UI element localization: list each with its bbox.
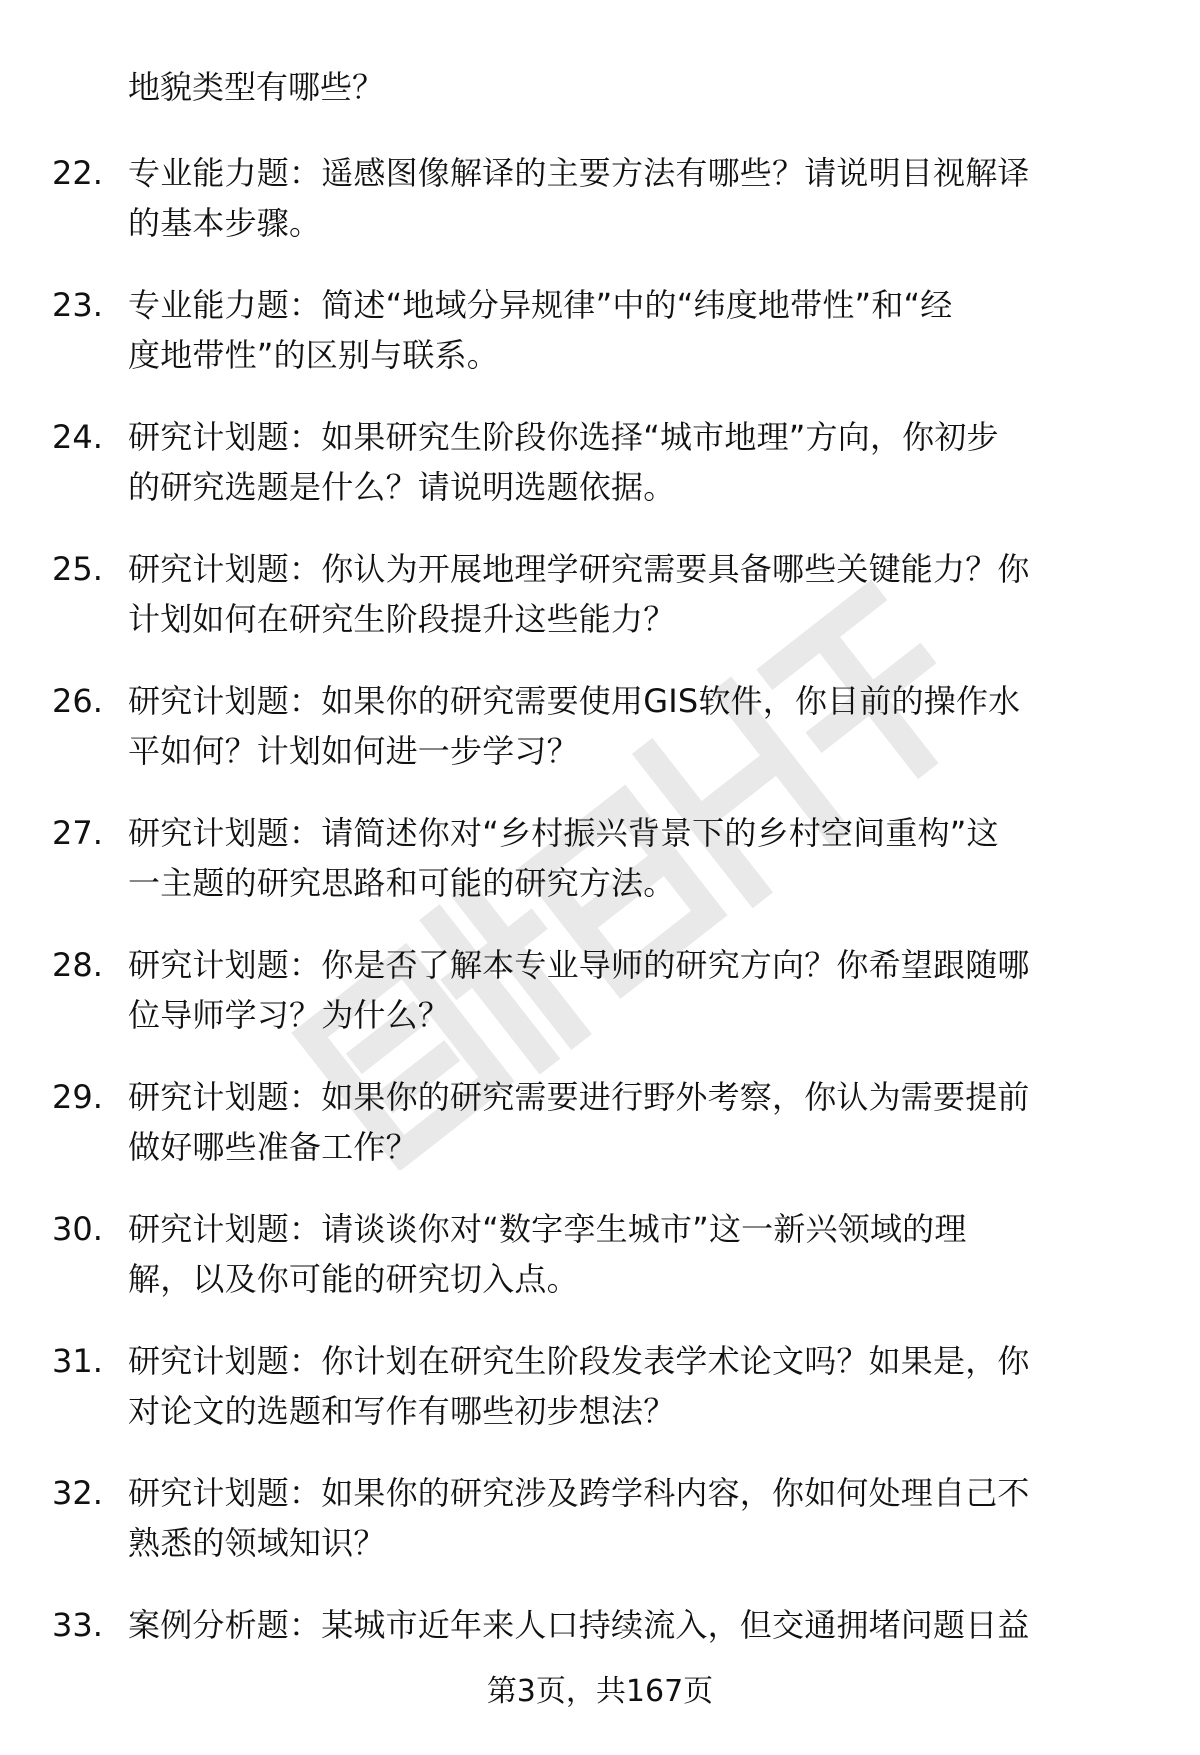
question-text-line: 做好哪些准备工作？	[128, 1128, 418, 1166]
question-text-line: 案例分析题：某城市近年来人口持续流入，但交通拥堵问题日益	[128, 1606, 1030, 1644]
question-text-line: 度地带性”的区别与联系。	[128, 336, 499, 374]
question-text	[128, 1468, 1138, 1568]
question-number: 29.	[52, 1078, 103, 1116]
question-number: 31.	[52, 1342, 103, 1380]
question-text-line: 一主题的研究思路和可能的研究方法。	[128, 864, 676, 902]
question-text	[128, 412, 1138, 512]
question-item	[0, 1468, 1200, 1600]
question-text-line: 研究计划题：你是否了解本专业导师的研究方向？你希望跟随哪	[128, 946, 1030, 984]
question-item	[0, 1336, 1200, 1468]
question-number: 22.	[52, 154, 103, 192]
question-item	[0, 544, 1200, 676]
question-item	[0, 676, 1200, 808]
question-number: 30.	[52, 1210, 103, 1248]
question-text-line: 研究计划题：你认为开展地理学研究需要具备哪些关键能力？你	[128, 550, 1030, 588]
question-list	[0, 148, 1200, 1732]
question-text-line: 的研究选题是什么？请说明选题依据。	[128, 468, 676, 506]
question-text	[128, 676, 1138, 776]
question-text-line: 研究计划题：如果你的研究涉及跨学科内容，你如何处理自己不	[128, 1474, 1030, 1512]
question-item	[0, 280, 1200, 412]
question-item	[0, 808, 1200, 940]
question-item	[0, 148, 1200, 280]
question-text-line: 专业能力题：简述“地域分异规律”中的“纬度地带性”和“经	[128, 286, 953, 324]
question-number: 25.	[52, 550, 103, 588]
question-text-line: 研究计划题：请谈谈你对“数字孪生城市”这一新兴领域的理	[128, 1210, 967, 1248]
question-number: 26.	[52, 682, 103, 720]
question-text	[128, 1204, 1138, 1304]
continuation-text: 地貌类型有哪些？	[128, 68, 385, 106]
question-item	[0, 940, 1200, 1072]
question-item	[0, 412, 1200, 544]
question-text	[128, 1336, 1138, 1436]
question-text-line: 解，以及你可能的研究切入点。	[128, 1260, 579, 1298]
question-number: 23.	[52, 286, 103, 324]
question-text-line: 平如何？计划如何进一步学习？	[128, 732, 579, 770]
question-text-line: 对论文的选题和写作有哪些初步想法？	[128, 1392, 676, 1430]
question-item	[0, 1072, 1200, 1204]
question-text-line: 熟悉的领域知识？	[128, 1524, 386, 1562]
question-number: 28.	[52, 946, 103, 984]
question-text	[128, 1600, 1138, 1650]
page-footer: 第3页，共167页	[486, 1674, 714, 1709]
question-text-line: 研究计划题：如果研究生阶段你选择“城市地理”方向，你初步	[128, 418, 999, 456]
question-text-line: 计划如何在研究生阶段提升这些能力？	[128, 600, 676, 638]
question-number: 33.	[52, 1606, 103, 1644]
question-text-line: 专业能力题：遥感图像解译的主要方法有哪些？请说明目视解译	[128, 154, 1030, 192]
question-text-line: 位导师学习？为什么？	[128, 996, 451, 1034]
question-text	[128, 808, 1138, 908]
question-number: 27.	[52, 814, 103, 852]
question-text-line: 的基本步骤。	[128, 204, 322, 242]
question-number: 32.	[52, 1474, 103, 1512]
question-text	[128, 148, 1138, 248]
question-text	[128, 1072, 1138, 1172]
question-text-line: 研究计划题：如果你的研究需要进行野外考察，你认为需要提前	[128, 1078, 1030, 1116]
question-text	[128, 940, 1138, 1040]
question-item	[0, 1204, 1200, 1336]
question-text	[128, 280, 1138, 380]
question-text-line: 研究计划题：如果你的研究需要使用GIS软件，你目前的操作水	[128, 682, 1021, 720]
question-number: 24.	[52, 418, 103, 456]
question-text-line: 研究计划题：你计划在研究生阶段发表学术论文吗？如果是，你	[128, 1342, 1030, 1380]
question-text-line: 研究计划题：请简述你对“乡村振兴背景下的乡村空间重构”这	[128, 814, 999, 852]
question-text	[128, 544, 1138, 644]
question-item	[0, 1600, 1200, 1732]
